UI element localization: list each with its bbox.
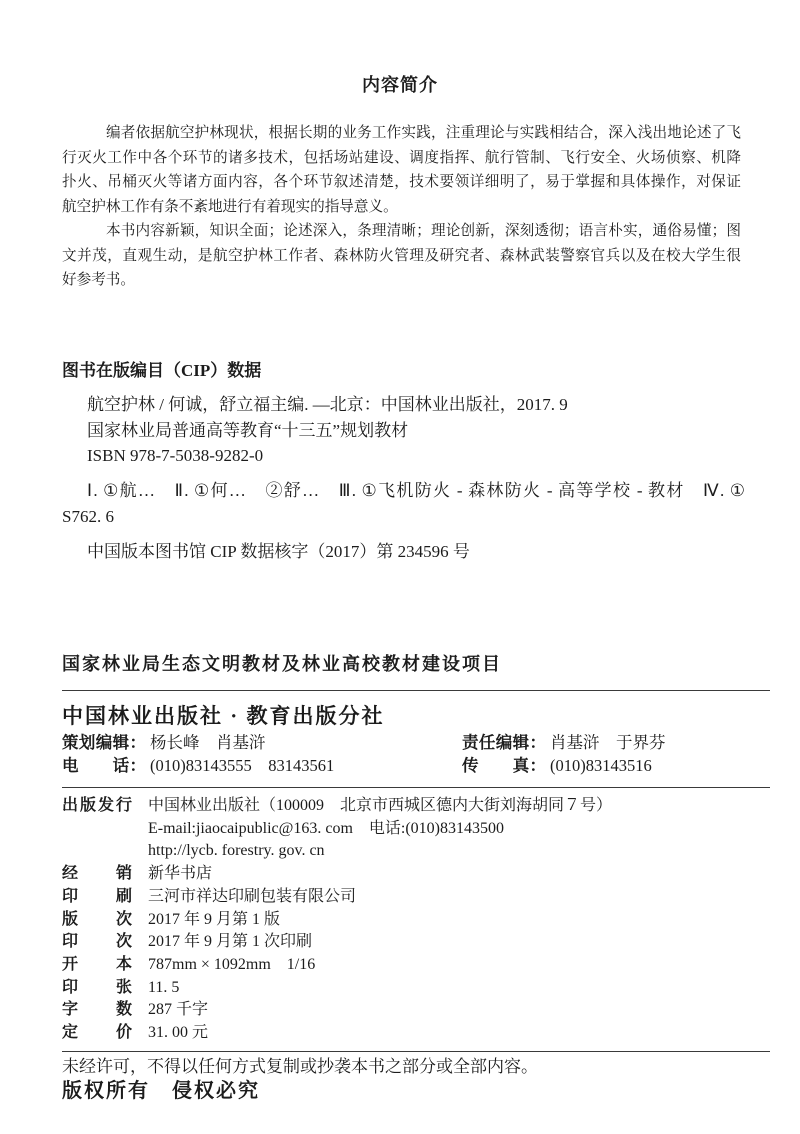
cip-heading: 图书在版编目（CIP）数据	[62, 361, 262, 380]
publisher-name: 中国林业出版社 · 教育出版分社	[62, 704, 385, 728]
intro-paragraph-2	[62, 219, 741, 293]
intro-body	[62, 121, 741, 293]
divider	[62, 787, 770, 788]
imprint-label: 印 次	[62, 933, 132, 951]
imprint-row-printer	[62, 886, 770, 909]
imprint-website: http://lycb. forestry. gov. cn	[148, 842, 325, 860]
cip-classification-continued: S762. 6	[62, 507, 114, 526]
intro-line: 本书内容新颖，知识全面；论述深入，条理清晰；理论创新，深刻透彻；语言朴实，通俗易懂；图	[106, 223, 741, 239]
imprint-value: 11. 5	[148, 978, 180, 996]
phone-value: (010)83143555 83143561	[150, 756, 335, 775]
imprint-value: 三河市祥达印刷包装有限公司	[148, 887, 357, 905]
imprint-row-printing	[62, 931, 770, 954]
imprint-row-word-count	[62, 999, 770, 1022]
phone-label: 电 话：	[62, 756, 146, 775]
intro-line: 编者依据航空护林现状，根据长期的业务工作实践，注重理论与实践相结合，深入浅出地论述了飞	[106, 125, 741, 141]
cip-record-number: 中国版本图书馆 CIP 数据核字（2017）第 234596 号	[87, 542, 470, 561]
responsible-editor-value: 肖基浒 于界芬	[550, 733, 666, 752]
imprint-row-distributor	[62, 863, 770, 886]
copyright-notice: 未经许可，不得以任何方式复制或抄袭本书之部分或全部内容。	[62, 1057, 538, 1076]
planning-editor	[62, 731, 266, 755]
cip-entry: 航空护林 / 何诚，舒立福主编. —北京：中国林业出版社，2017. 9	[87, 395, 568, 414]
intro-line: 扑火、吊桶灭火等诸方面内容，各个环节叙述清楚，技术要领详细明了，易于掌握和具体操作，对保证	[62, 174, 741, 190]
imprint-details	[62, 795, 770, 1045]
cip-isbn: ISBN 978-7-5038-9282-0	[87, 446, 264, 465]
imprint-row-publisher	[62, 795, 770, 863]
intro-title: 内容简介	[362, 75, 438, 95]
intro-paragraph-1	[62, 121, 741, 219]
project-title: 国家林业局生态文明教材及林业高校教材建设项目	[62, 654, 502, 674]
intro-line: 航空护林工作有条不紊地进行有着现实的指导意义。	[62, 198, 398, 215]
imprint-value: 287 千字	[148, 1001, 209, 1019]
imprint-label: 开 本	[62, 955, 132, 973]
divider	[62, 690, 770, 691]
imprint-label: 印 张	[62, 978, 132, 996]
intro-line: 文并茂，直观生动，是航空护林工作者、森林防火管理及研究者、森林武装警察官兵以及在校大学生很	[62, 247, 741, 264]
imprint-value: 787mm × 1092mm 1/16	[148, 955, 316, 973]
fax-label: 传 真：	[462, 756, 546, 775]
divider	[62, 1051, 770, 1052]
imprint-label: 字 数	[62, 1001, 132, 1019]
responsible-editor	[462, 731, 666, 755]
imprint-label: 出版发行	[62, 797, 132, 814]
fax-value: (010)83143516	[550, 756, 652, 775]
phone	[62, 754, 334, 778]
imprint-label: 定 价	[62, 1024, 132, 1042]
rights-reserved: 版权所有 侵权必究	[62, 1080, 260, 1102]
imprint-value: 2017 年 9 月第 1 次印刷	[148, 933, 313, 951]
imprint-row-format	[62, 954, 770, 977]
fax	[462, 754, 652, 778]
imprint-email: E-mail:jiaocaipublic@163. com 电话:(010)83143500	[148, 819, 505, 837]
intro-line: 好参考书。	[62, 272, 135, 288]
imprint-label: 印 刷	[62, 887, 132, 905]
imprint-value: 31. 00 元	[148, 1024, 209, 1042]
cip-entry: 国家林业局普通高等教育“十三五”规划教材	[87, 421, 409, 440]
planning-editor-label: 策划编辑：	[62, 733, 146, 752]
imprint-value: 2017 年 9 月第 1 版	[148, 910, 281, 928]
imprint-value: 新华书店	[148, 865, 213, 883]
intro-line: 行灭火工作中各个环节的诸多技术，包括场站建设、调度指挥、航行管制、飞行安全、火场侦察、机降	[62, 149, 741, 166]
planning-editor-value: 杨长峰 肖基浒	[150, 733, 266, 752]
responsible-editor-label: 责任编辑：	[462, 733, 546, 752]
imprint-label: 版 次	[62, 910, 132, 928]
imprint-label: 经 销	[62, 865, 132, 883]
imprint-row-price	[62, 1022, 770, 1045]
imprint-row-sheets	[62, 977, 770, 1000]
imprint-value: 中国林业出版社（100009 北京市西城区德内大街刘海胡同７号）	[148, 797, 613, 814]
imprint-row-edition	[62, 909, 770, 932]
cip-classification: Ⅰ. ①航… Ⅱ. ①何… ②舒… Ⅲ. ①飞机防火 - 森林防火 - 高等学校 - 教材 Ⅳ. ①	[87, 481, 745, 500]
